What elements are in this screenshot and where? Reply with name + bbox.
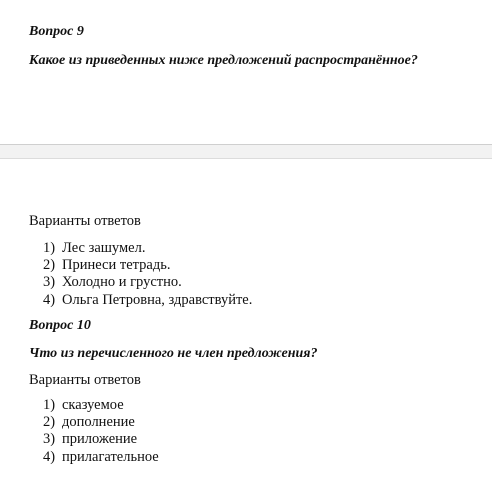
- question-10-title: Вопрос 10: [29, 318, 91, 333]
- option-text: прилагательное: [62, 448, 159, 465]
- option-text: сказуемое: [62, 397, 124, 413]
- page-break: [0, 144, 492, 159]
- question-9-options: [43, 240, 252, 309]
- question-10-answers-label: Варианты ответов: [29, 372, 141, 388]
- option-number: 1): [43, 397, 56, 413]
- question-10-options: [43, 397, 159, 466]
- option-number: 2): [43, 257, 56, 274]
- option-item: [43, 292, 252, 309]
- option-text: Ольга Петровна, здравствуйте.: [62, 291, 253, 308]
- option-number: 4): [43, 291, 56, 308]
- question-9-title: Вопрос 9: [29, 24, 84, 39]
- option-item: [43, 449, 159, 466]
- option-text: Холодно и грустно.: [62, 274, 182, 291]
- option-text: Лес зашумел.: [62, 240, 146, 256]
- option-number: 3): [43, 274, 56, 291]
- option-text: приложение: [62, 431, 138, 448]
- option-item: [43, 274, 252, 291]
- option-number: 4): [43, 448, 56, 465]
- option-item: [43, 257, 252, 274]
- option-item: [43, 240, 252, 257]
- option-number: 1): [43, 240, 56, 256]
- option-item: [43, 414, 159, 431]
- option-number: 3): [43, 431, 56, 448]
- option-text: Принеси тетрадь.: [62, 257, 171, 274]
- option-item: [43, 431, 159, 448]
- question-9-answers-label: Варианты ответов: [29, 213, 141, 229]
- question-9-text: Какое из приведенных ниже предложений распространённое?: [29, 53, 418, 68]
- option-number: 2): [43, 414, 56, 431]
- question-10-text: Что из перечисленного не член предложения?: [29, 346, 318, 361]
- option-text: дополнение: [62, 414, 135, 431]
- option-item: [43, 397, 159, 414]
